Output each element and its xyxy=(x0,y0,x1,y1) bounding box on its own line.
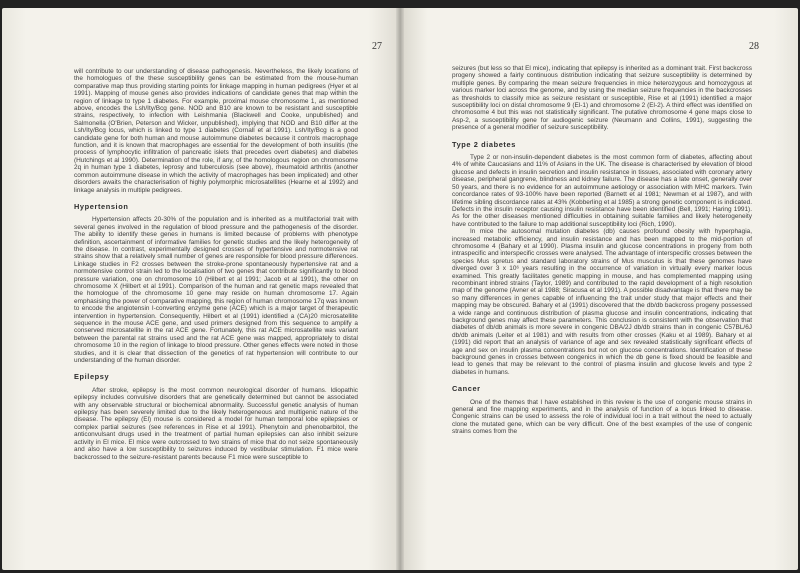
paragraph: Hypertension affects 20-30% of the population and is inherited as a multifactorial trait with several genes involved in the regulation of blood pressure and the pathogenesis of the disorder. The ability to identify these genes in humans is limited because of problems with phenotype definition, ascertainment of informative families for genetic studies and the likely heterogeneity of the disease. In contrast, experimentally designed crosses of hypertensive and normotensive rat strains show that a relatively small number of genes are responsible for blood pressure differences. Linkage studies in F2 crosses between the stroke-prone spontaneously hypertensive rat and a normotensive control strain led to the localisation of two genes that contribute significantly to blood pressure variation, one on chromosome 10 (Hilbert et al 1991; Jacob et al 1991), the other on chromosome X (Hilbert et al 1991). Comparison of the human and rat genetic maps revealed that the homologue of the chromosome 10 gene may reside on human chromosome 17. Again emphasising the power of comparative mapping, this region of human chromosome 17q was known to encode the angiotensin I-converting enzyme gene (ACE) which is a major target of therapeutic intervention in hypertension. Consequently, Hilbert et al (1991) identified a (CA)20 microsatellite sequence in the mouse ACE gene, and used primers designed from this sequence to amplify a conserved microsatellite in the rat ACE gene. Fortunately, this rat ACE microsatellite was variant between the parental rat strains used and the rat ACE gene was mapped, appropriately to distal chromosome 10 in the region of linkage to blood pressure. Other genes effects were noted in those studies, and it is clear that dissection of the genetics of rat hypertension will contribute to our understanding of the human disorder. xyxy=(74,216,358,365)
section-heading-epilepsy: Epilepsy xyxy=(74,372,110,382)
paragraph: Type 2 or non-insulin-dependent diabetes is the most common form of diabetes, affecting about 4% of white Caucasians and 11% of Asians in the UK. The disease is characterised by elevation of blood glucose and defects in insulin secretion and insulin resistance in tissues, associated with coronary artery disease, peripheral gangrene, blindness and kidney failure. The disease has a late onset, generally over 50 years, and there is no evidence for an autoimmune aetiology or association with MHC markers. Twin concordance rates of 93-100% have been reported (Barnett et al 1981; Newman et al 1987), and with lifetime sibling discordance rates at 43% (Kobberling et al 1985) a strong genetic component is indicated. Defects in the insulin receptor causing insulin resistance have been identified (Bell, 1991; Haring 1991). As for the other diseases mentioned difficulties in obtaining suitable families and likely heterogeneity have contributed to the failure to map additional susceptibility loci (Rich, 1990). xyxy=(452,154,752,228)
section-heading-type-2-diabetes: Type 2 diabetes xyxy=(452,139,516,149)
section-heading-hypertension: Hypertension xyxy=(74,201,129,211)
right-page-text xyxy=(452,65,752,436)
paragraph: One of the themes that I have established in this review is the use of congenic mouse strains in general and fine mapping experiments, and in the analysis of function of a locus linked to disease. Congenic strains can be used to assess the role of individual loci in a trait without the need to actually clone the mutated gene, which can be very difficult. One of the best examples of the use of congenic strains comes from the xyxy=(452,398,752,436)
section-heading-cancer: Cancer xyxy=(452,384,481,394)
left-page-text xyxy=(74,68,358,461)
paragraph: After stroke, epilepsy is the most common neurological disorder of humans. Idiopathic epilepsy includes convulsive disorders that are genetically determined but cannot be associated with any observable structural or biochemical abnormality. Successful genetic analysis of human epilepsy has been severely limited due to the likely heterogeneous and multigenic nature of the disease. The epilepsy (El) mouse is considered a model for human temporal lobe epilepsies or complex partial seizures (see references in Rise et al 1991). Phenytoin and phenobarbitol, the anticonvulsant drugs used in the treatment of partial human epilepsies can also inhibit seizure activity in El mice. El mice were outcrossed to two strains of mice that do not seize spontaneously and also have a low susceptibility to seizures induced by vestibular stimulation. F1 mice were backcrossed to the seizure-resistant parents because F1 mice were susceptible to xyxy=(74,386,358,461)
left-page xyxy=(2,8,400,570)
page-number-left: 27 xyxy=(372,41,382,52)
book-gutter xyxy=(396,8,404,570)
right-page xyxy=(400,8,798,570)
paragraph: seizures (but less so that El mice), indicating that epilepsy is inherited as a dominant trait. First backcross progeny showed a fairly continuous distribution indicating that seizure susceptibility is determined by multiple genes. By comparing the mean seizure frequencies in mice heterozygous and homozygous at various marker loci across the genome, and by using the median seizure frequencies in the backcrosses as thresholds to classify mice as seizure resistant or susceptible, Rise et al (1991) identified a major susceptibility loci on distal chromosome 9 (El-1) and chromosome 2 (El-2). A third effect was identified on chromosome 4 but this was not statistically significant. The putative chromosome 4 gene maps close to Asp-2, a susceptibility gene for audiogenic seizure (Neumann and Collins, 1991), suggesting the presence of a general modifier of seizure susceptibility. xyxy=(452,65,752,132)
paragraph: In mice the autosomal mutation diabetes (db) causes profound obesity with hyperphagia, increased metabolic efficiency, and insulin resistance and has been mapped to the mid-portion of chromosome 4 (Bahary et al 1990). Plasma insulin and glucose concentrations in progeny from both intraspecific and interspecific crosses were analysed. The advantage of interspecific crosses between the species Mus spretus and standard laboratory strains of Mus musculus is that these genomes have diverged over 3 x 10⁶ years resulting in the occurrence of variation in virtually every marker locus examined. This greatly facilitates genetic mapping in mouse, and has complemented mapping using recombinant inbred strains (Taylor, 1989) and contributed to the rapid development of a high resolution map of the genome (Avner et al 1988; Siracusa et al 1991). A possible disadvantage is that there may be so many differences in genes capable of influencing the trait under study that major effects and their mapping may be obscured. Bahary et al (1991) discovered that the db/db backcross progeny possessed a wide range and continuous distribution of plasma glucose and insulin concentrations, indicating that background genes may affect these parameters. This conclusion is consistent with the observation that diabetes of db/db animals is more severe in congenic DBA/2J db/db strains than in congenic C57BL/6J db/db animals (Leiter et al 1981) and with results from other crosses (Kaku et al 1989). Bahary et al (1991) did report that an analysis of variance of age and sex revealed statistically significant effects of age and sex on insulin plasma concentrations but not on glucose concentrations. Identification of these background genes in crosses between congenics in which the db gene is fixed should be feasible and lead to genes that may be relevant to the control of plasma insulin and glucose levels and type 2 diabetes in humans. xyxy=(452,228,752,376)
page-number-right: 28 xyxy=(749,41,759,52)
paragraph: will contribute to our understanding of disease pathogenesis. Nevertheless, the likely locations of the homologues of the these susceptibility genes can be estimated from the mouse-human comparative map thus providing starting points for linkage mapping in human pedigrees (Hyer et al 1991). Mapping of mouse genes also provides indications of candidate genes that map within the region of linkage to type 1 diabetes. For example, proximal mouse chromosome 1, as mentioned above, encodes the Lsh/Ity/Bcg gene. NOD and B10 are known to be resistant and susceptible strains, respectively, to infection with Leishmania (Blackwell and Cooke, unpublished) and Salmonella (O'Brien, Peterson and Wicker, unpublished), implying that NOD and B10 differ at the Lsh/Ity/Bcg locus, which is linked to type 1 diabetes (Cornall et al 1991). Lsh/Ity/Bcg is a good candidate gene for both human and mouse autoimmune diabetes because it controls macrophage function, and it is known that macrophages are essential for the development of both insulitis (the process of lymphocytic infiltration of pancreatic islets that precedes overt diabetes) and diabetes (Hutchings et al 1990). Determination of the role, if any, of the homologous region on chromosome 2q in human type 1 diabetes, leprosy and tuberculosis (see above), rheumatoid arthritis (another common autoimmune disease in which the activity of macrophages has been implicated) and other disorders awaits the characterisation of highly polymorphic microsatellites (Hearne et al 1992) and linkage analysis in multiple pedigrees. xyxy=(74,68,358,194)
